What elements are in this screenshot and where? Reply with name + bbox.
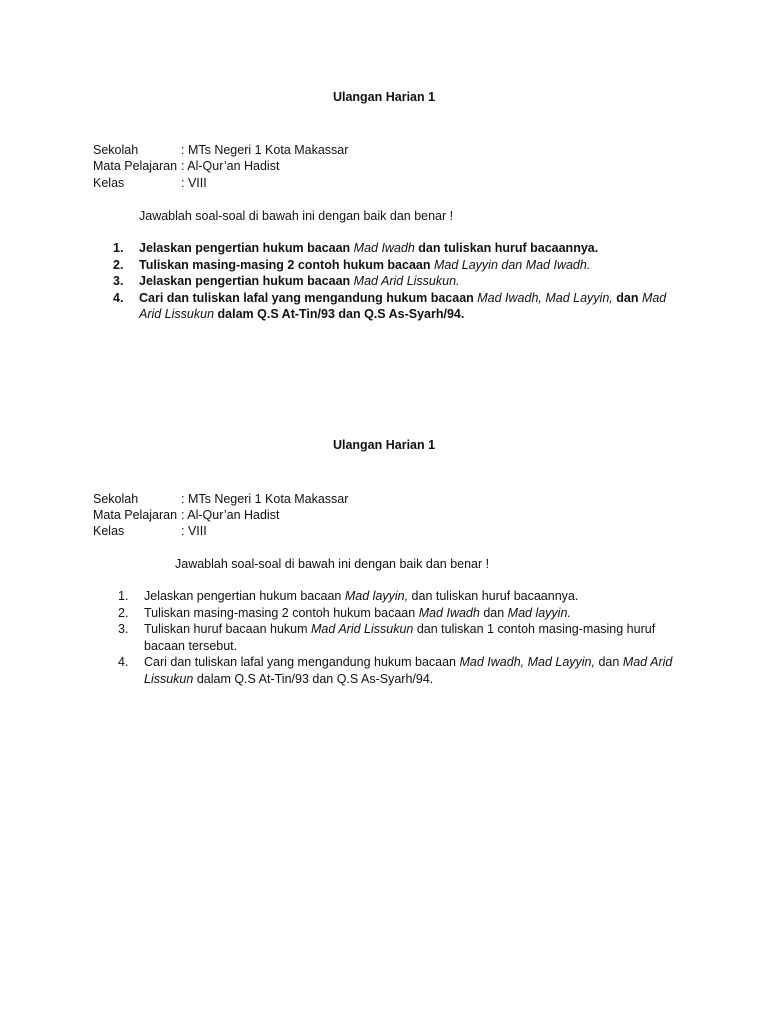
question-text-run: Jelaskan pengertian hukum bacaan	[139, 274, 354, 288]
question-text-run: dalam Q.S At-Tin/93 dan Q.S As-Syarh/94.	[214, 307, 465, 321]
info-value: : MTs Negeri 1 Kota Makassar	[181, 143, 349, 157]
question-text-run: Cari dan tuliskan lafal yang mengandung hukum bacaan	[139, 290, 478, 305]
question-number: 4.	[118, 655, 129, 669]
info-label: Kelas	[93, 524, 125, 538]
question-number: 2.	[118, 605, 129, 620]
question-term-italic: Mad layyin.	[507, 605, 571, 620]
info-row-kelas	[93, 523, 207, 539]
question-text-run: dan	[612, 290, 642, 305]
info-row-kelas	[93, 175, 207, 191]
question-text-run: Cari dan tuliskan lafal yang mengandung hukum bacaan	[144, 655, 460, 669]
question-item	[113, 290, 673, 323]
question-text-run: Tuliskan huruf bacaan hukum	[144, 622, 311, 636]
question-text-run: dan	[595, 655, 623, 669]
question-number: 1.	[113, 241, 124, 255]
question-item	[113, 273, 673, 290]
question-text	[144, 589, 578, 603]
instruction-text: Jawablah soal-soal di bawah ini dengan baik dan benar !	[175, 557, 490, 571]
info-label: Sekolah	[93, 143, 139, 157]
question-text	[139, 258, 590, 272]
info-row-mata-pelajaran	[93, 507, 279, 523]
question-text-run: Tuliskan masing-masing 2 contoh hukum bacaan	[139, 257, 434, 272]
info-label: Sekolah	[93, 492, 139, 506]
question-item	[118, 605, 678, 622]
question-text-run: dan tuliskan huruf bacaannya.	[414, 241, 599, 255]
question-item	[118, 654, 678, 687]
instruction-text: Jawablah soal-soal di bawah ini dengan baik dan benar !	[139, 209, 454, 223]
question-term-italic: Mad Arid Lissukun	[311, 622, 414, 636]
question-term-italic: Mad Layyin dan Mad Iwadh.	[433, 257, 591, 272]
info-value: : VIII	[181, 176, 207, 190]
question-number: 2.	[113, 257, 124, 272]
question-text-run: dan tuliskan huruf bacaannya.	[408, 589, 579, 603]
question-text	[139, 291, 666, 322]
question-item	[113, 240, 673, 257]
info-row-mata-pelajaran	[93, 158, 279, 174]
question-text-run: Jelaskan pengertian hukum bacaan	[144, 589, 345, 603]
question-term-italic: Mad Iwadh	[353, 241, 415, 255]
question-term-italic: Mad Iwadh, Mad Layyin,	[459, 655, 595, 669]
question-number: 4.	[113, 290, 124, 305]
question-text	[144, 622, 655, 653]
question-text-run: dan tuliskan 1 contoh masing-masing huruf bacaan tersebut.	[144, 622, 656, 653]
info-value: : MTs Negeri 1 Kota Makassar	[181, 492, 349, 506]
question-text	[139, 241, 598, 255]
sheet-title: Ulangan Harian 1	[332, 90, 436, 104]
question-term-italic: Mad Iwadh, Mad Layyin,	[477, 290, 613, 305]
info-row-sekolah	[93, 491, 348, 507]
info-row-sekolah	[93, 142, 348, 158]
question-term-italic: Mad Arid Lissukun	[144, 655, 673, 686]
question-text	[144, 655, 672, 686]
info-label: Mata Pelajaran	[93, 508, 178, 522]
question-item	[113, 257, 673, 274]
question-number: 3.	[118, 622, 129, 636]
question-term-italic: Mad Iwadh	[418, 605, 480, 620]
question-list	[113, 240, 673, 323]
question-number: 1.	[118, 589, 129, 603]
question-list	[118, 588, 678, 687]
question-text-run: dan	[479, 605, 508, 620]
question-term-italic: Mad layyin,	[344, 589, 409, 603]
question-number: 3.	[113, 274, 124, 288]
info-label: Mata Pelajaran	[93, 159, 178, 173]
sheet-title: Ulangan Harian 1	[332, 438, 436, 452]
question-item	[118, 621, 678, 654]
question-text	[139, 274, 460, 288]
info-value: : Al-Qur’an Hadist	[181, 159, 280, 173]
info-label: Kelas	[93, 176, 125, 190]
question-term-italic: Mad Arid Lissukun.	[353, 274, 460, 288]
info-value: : Al-Qur’an Hadist	[181, 508, 280, 522]
question-item	[118, 588, 678, 605]
question-text	[144, 606, 571, 620]
info-value: : VIII	[181, 524, 207, 538]
question-term-italic: Mad Arid Lissukun	[139, 290, 667, 321]
question-text-run: Jelaskan pengertian hukum bacaan	[139, 241, 354, 255]
question-text-run: Tuliskan masing-masing 2 contoh hukum bacaan	[144, 605, 419, 620]
question-text-run: dalam Q.S At-Tin/93 dan Q.S As-Syarh/94.	[193, 671, 434, 686]
